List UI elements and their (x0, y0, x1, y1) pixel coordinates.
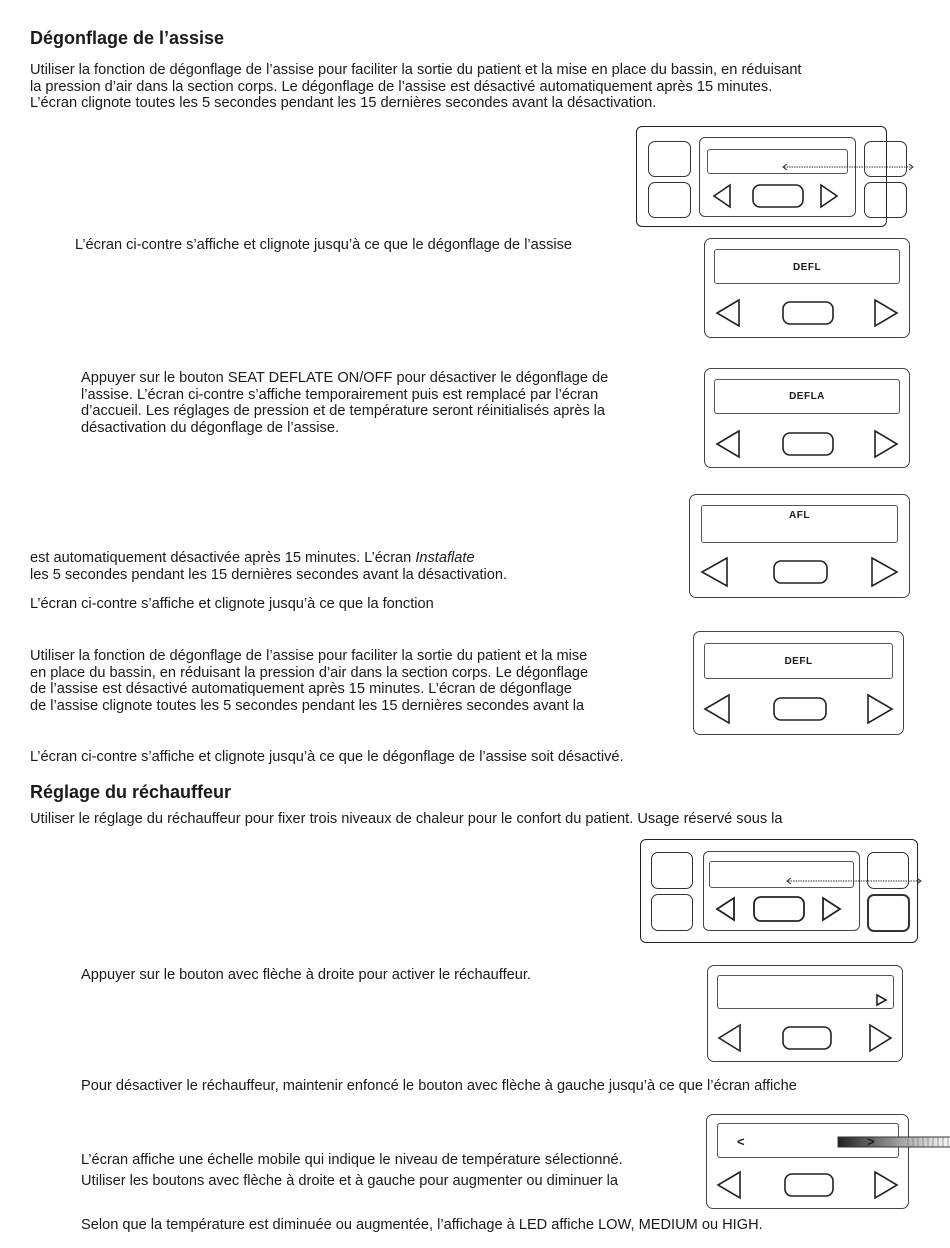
arrow-buttons-icon (700, 138, 857, 218)
arrow-buttons-icon (705, 369, 911, 469)
text-line: Utiliser la fonction de dégonflage de l’assise pour faciliter la sortie du patient et la mise (30, 648, 588, 664)
panel-display-frame (703, 851, 860, 931)
text-span: est automatiquement désactivée après 15 minutes. L’écran (30, 550, 416, 566)
text-line: de l’assise clignote toutes les 5 secondes pendant les 15 dernières secondes avant la (30, 697, 585, 714)
control-panel-diagram (636, 126, 887, 227)
lcd-screen: AFL (701, 505, 898, 543)
display-panel-defl (704, 238, 910, 338)
text-line: L’écran ci-contre s’affiche et clignote jusqu’à ce que la fonction (30, 596, 434, 612)
arrow-buttons-icon (707, 1115, 910, 1210)
lcd-screen: DEFLA (714, 379, 900, 414)
intro-paragraph (30, 62, 920, 112)
panel-key-bottom-left (651, 894, 693, 931)
arrow-buttons-icon (704, 852, 861, 932)
section-heading-seat-deflate: Dégonflage de l’assise (30, 28, 225, 48)
text-line: L’écran clignote toutes les 5 secondes pendant les 15 dernières secondes avant la désactivation. (30, 95, 657, 111)
control-panel-diagram (640, 839, 918, 943)
text-line: l’assise. L’écran ci-contre s’affiche temporairement puis est remplacé par l’écran (81, 386, 599, 403)
display-panel-temperature-scale (706, 1114, 909, 1209)
display-panel-defla (704, 368, 910, 468)
text-line: Utiliser le réglage du réchauffeur pour fixer trois niveaux de chaleur pour le confort du patient. Usage réservé sous la (30, 811, 783, 827)
text-line: en place du bassin, en réduisant la pression d’air dans la section corps. Le dégonflage (30, 664, 589, 681)
text-line: d’accueil. Les réglages de pression et de température seront réinitialisés après la (81, 403, 606, 419)
paragraph-seat-deflate-button (81, 370, 691, 436)
panel-key-top-left (648, 141, 691, 177)
lcd-screen: DEFL (714, 249, 900, 284)
arrow-buttons-icon (705, 239, 911, 339)
text-line: Appuyer sur le bouton SEAT DEFLATE ON/OFF pour désactiver le dégonflage de (81, 370, 609, 386)
text-line: Appuyer sur le bouton avec flèche à droite pour activer le réchauffeur. (81, 967, 531, 983)
panel-key-top-left (651, 852, 693, 889)
text-line: la pression d’air dans la section corps. Le dégonflage de l’assise est désactivé automatiquement après 15 minutes. (30, 78, 773, 95)
text-line (30, 550, 670, 567)
text-line: L’écran affiche une échelle mobile qui indique le niveau de température sélectionné. (81, 1152, 623, 1168)
display-panel-defl (693, 631, 904, 735)
panel-key-bottom-right (867, 894, 910, 932)
panel-display-frame (699, 137, 856, 217)
text-line: Utiliser la fonction de dégonflage de l’assise pour faciliter la sortie du patient et la mise en place du bassin, en réduisant (30, 62, 802, 78)
panel-key-bottom-left (648, 182, 691, 218)
text-line: de l’assise est désactivé automatiquement après 15 minutes. L’écran de dégonflage (30, 681, 572, 697)
text-line: désactivation du dégonflage de l’assise. (81, 419, 339, 436)
scale-left-bracket: < (737, 1134, 746, 1149)
text-line: L’écran ci-contre s’affiche et clignote jusqu’à ce que le dégonflage de l’assise (75, 237, 573, 253)
lcd-screen: DEFL (704, 643, 893, 679)
section-heading-heater: Réglage du réchauffeur (30, 782, 232, 802)
text-line: Selon que la température est diminuée ou augmentée, l’affichage à LED affiche LOW, MEDIUM ou HIGH. (81, 1217, 763, 1233)
scale-right-bracket: > (867, 1134, 876, 1149)
display-panel-afl (689, 494, 910, 598)
arrow-buttons-icon (708, 966, 904, 1063)
text-line: L’écran ci-contre s’affiche et clignote jusqu’à ce que le dégonflage de l’assise soit désactivé. (30, 749, 624, 765)
arrow-buttons-icon (690, 495, 911, 599)
text-line: Pour désactiver le réchauffeur, maintenir enfoncé le bouton avec flèche à gauche jusqu’à ce que l’écran affiche (81, 1078, 797, 1094)
paragraph-scale (81, 1152, 701, 1189)
arrow-buttons-icon (694, 632, 905, 736)
display-panel-heater-on (707, 965, 903, 1062)
panel-key-bottom-right (864, 182, 907, 218)
paragraph-instaflate (30, 550, 670, 613)
text-line: les 5 secondes pendant les 15 dernières secondes avant la désactivation. (30, 566, 508, 583)
paragraph-repeat (30, 648, 690, 714)
instaflate-term: Instaflate (415, 550, 475, 566)
text-line: Utiliser les boutons avec flèche à droite et à gauche pour augmenter ou diminuer la (81, 1172, 619, 1189)
